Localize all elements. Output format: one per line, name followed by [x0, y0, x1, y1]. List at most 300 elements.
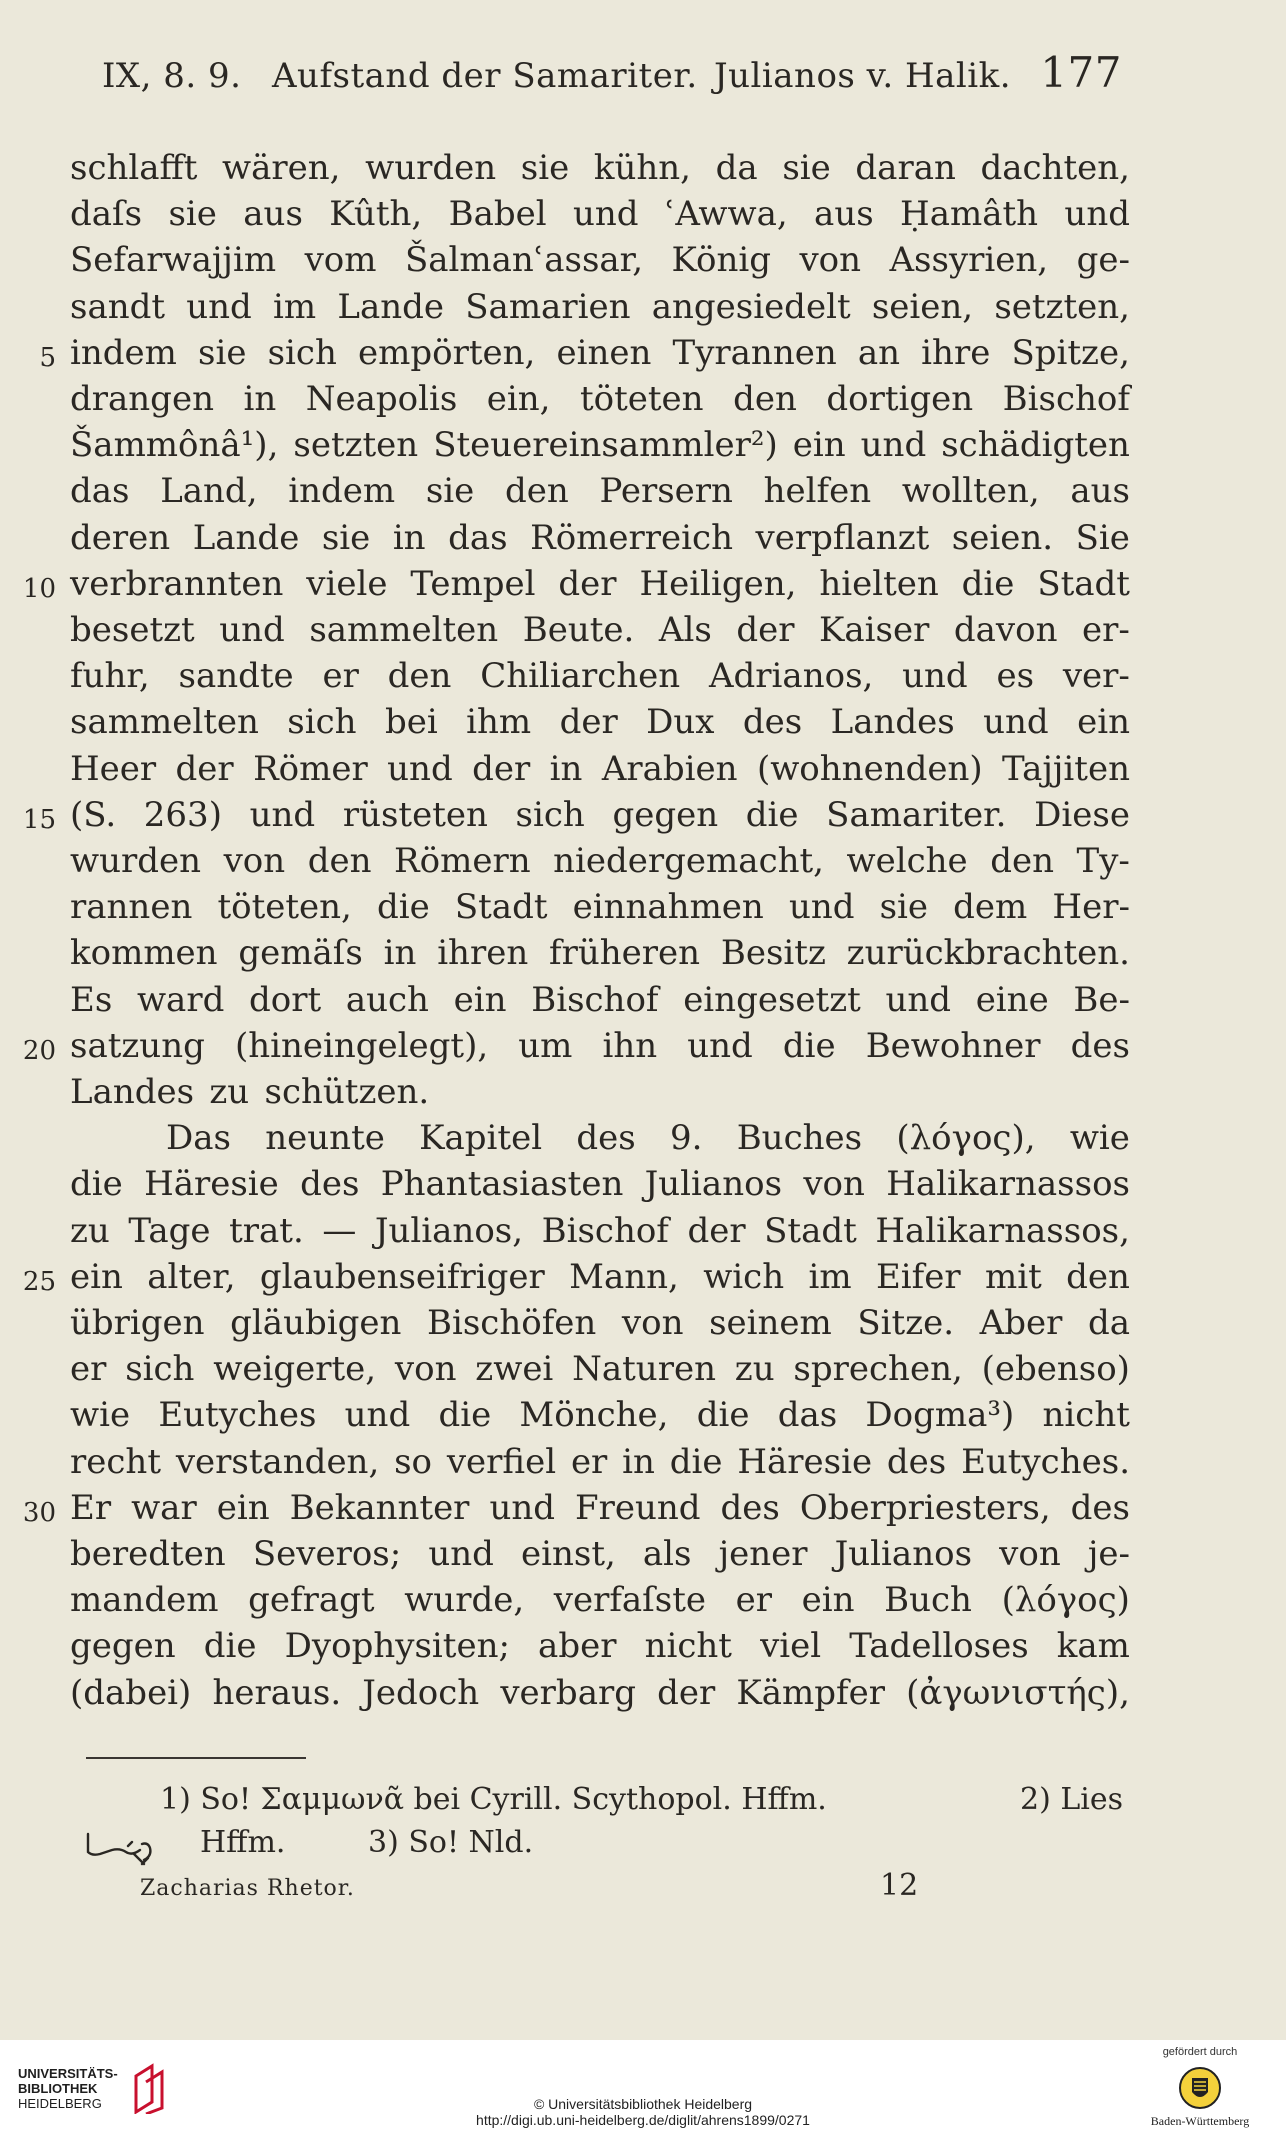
word: mit: [984, 1256, 1042, 1297]
word: auch: [345, 979, 429, 1020]
word: dort: [249, 979, 322, 1020]
word: setzten,: [994, 286, 1130, 327]
word: Diese: [1034, 794, 1130, 835]
word: neunte: [265, 1118, 385, 1159]
word: zu: [734, 1349, 775, 1390]
word: Bischof: [1002, 379, 1130, 419]
text-line: [0, 1393, 1286, 1439]
word: Römer: [253, 748, 368, 789]
word: Kaiser: [818, 610, 930, 650]
word: Chiliarchen: [480, 656, 681, 697]
word: wich: [703, 1256, 785, 1297]
word: Heer: [70, 748, 157, 789]
word: jener: [718, 1534, 808, 1574]
footer-bar: [0, 2040, 1286, 2134]
line-text: [70, 377, 1130, 421]
word: da: [1087, 1303, 1130, 1343]
word: angesiedelt: [651, 286, 851, 327]
word: deren: [70, 517, 171, 558]
word: (λόγος),: [896, 1118, 1036, 1159]
word: (λόγος): [1001, 1580, 1130, 1621]
word: Julianos: [834, 1534, 973, 1574]
funder-name: Baden-Württemberg: [1150, 2114, 1250, 2128]
word: Beute.: [522, 610, 635, 650]
word: und: [428, 1534, 494, 1574]
word: —: [322, 1210, 357, 1251]
word: Buch: [884, 1580, 972, 1621]
word: (S.: [70, 794, 117, 835]
word: in: [549, 748, 583, 789]
word: Halikarnassos,: [875, 1210, 1130, 1251]
word: gegen: [70, 1626, 176, 1667]
word: Spitze,: [1011, 332, 1130, 373]
text-line: [0, 1255, 1286, 1301]
word: die: [745, 794, 799, 835]
word: Šammônâ¹),: [70, 425, 279, 466]
word: Heiligen,: [639, 563, 797, 604]
word: vom: [304, 240, 377, 281]
word: Samarien: [465, 286, 631, 327]
word: den: [307, 841, 372, 881]
word: indem: [288, 471, 396, 512]
running-head: [102, 48, 1132, 98]
line-number: 20: [22, 1035, 56, 1066]
word: und: [572, 194, 639, 235]
line-text: [70, 1624, 1130, 1668]
line-text: [166, 1116, 1130, 1160]
word: trat.: [229, 1210, 304, 1251]
line-text: [70, 1301, 1130, 1345]
line-number: 30: [22, 1497, 56, 1528]
word: Eifer: [875, 1256, 961, 1297]
word: des: [576, 1118, 636, 1159]
word: des: [1070, 1025, 1130, 1066]
word: drangen: [70, 379, 214, 419]
word: im: [273, 286, 317, 327]
text-line: [0, 1347, 1286, 1393]
text-line: [0, 562, 1286, 608]
word: kommen: [70, 933, 218, 974]
word: Sie: [1075, 517, 1130, 558]
word: Bischöfen: [427, 1303, 597, 1343]
line-text: [70, 331, 1130, 375]
line-text: [70, 1347, 1130, 1391]
word: Severos;: [252, 1534, 402, 1574]
word: von: [621, 1303, 684, 1343]
word: gläubigen: [230, 1303, 402, 1343]
text-line: [0, 608, 1286, 654]
word: rannen: [70, 887, 193, 928]
line-text: [70, 423, 1130, 467]
word: Kûth,: [329, 194, 423, 235]
line-text: [70, 238, 1130, 282]
word: sandte: [178, 656, 294, 697]
word: aus: [814, 194, 874, 235]
line-text: [70, 839, 1130, 883]
word: ein,: [486, 379, 551, 419]
word: ver-: [1062, 656, 1130, 697]
line-text: [70, 1532, 1130, 1576]
line-text: [70, 1578, 1130, 1622]
text-line: [0, 839, 1286, 885]
coat-of-arms-icon: [1178, 2066, 1222, 2110]
word: sie: [425, 471, 475, 512]
line-text: [70, 285, 1130, 329]
word: verstanden,: [175, 1441, 380, 1482]
word: (wohnenden): [756, 748, 983, 789]
word: mandem: [70, 1580, 219, 1621]
word: Lande: [192, 517, 300, 558]
text-line: [0, 931, 1286, 977]
word: sandt: [70, 286, 166, 327]
word: Land,: [160, 471, 258, 512]
word: die: [696, 1395, 750, 1436]
text-line: [0, 1671, 1286, 1717]
word: Römerreich: [530, 517, 733, 558]
word: des: [886, 1441, 947, 1482]
word: (ebenso): [981, 1349, 1130, 1390]
word: fuhr,: [70, 656, 150, 697]
word: aber: [538, 1626, 617, 1667]
word: wie: [1069, 1118, 1130, 1159]
word: dortigen: [826, 379, 974, 419]
line-text: [70, 1671, 1130, 1715]
word: König: [671, 240, 771, 281]
word: davon: [953, 610, 1058, 650]
word: sie: [879, 887, 929, 928]
word: niedergemacht,: [553, 841, 824, 881]
word: Phantasiasten: [380, 1164, 624, 1205]
word: setzten: [293, 425, 419, 466]
word: Halikarnassos: [886, 1164, 1130, 1205]
word: von: [803, 1164, 865, 1205]
word: er-: [1082, 610, 1130, 650]
word: Bewohner: [865, 1025, 1041, 1066]
word: Dogma³): [865, 1395, 1015, 1436]
word: Dyophysiten;: [284, 1626, 510, 1667]
word: dem: [953, 887, 1028, 928]
word: und: [249, 794, 316, 835]
text-line: [0, 1440, 1286, 1486]
word: aus: [243, 194, 303, 235]
word: kühn,: [593, 148, 691, 188]
word: den: [504, 471, 569, 512]
text-line: [0, 1162, 1286, 1208]
word: und: [687, 1025, 753, 1066]
word: sich: [515, 794, 585, 835]
word: gemäſs: [238, 933, 363, 974]
word: gefragt: [248, 1580, 375, 1621]
word: Naturen: [572, 1349, 716, 1390]
word: der: [175, 748, 234, 789]
word: sich: [125, 1349, 195, 1390]
word: Šalmanʿassar,: [404, 240, 644, 281]
funder-label: gefördert durch: [1162, 2046, 1238, 2058]
line-number: 25: [22, 1266, 56, 1297]
line-text: [70, 1070, 1130, 1114]
word: von: [394, 1349, 457, 1390]
word: Landes: [70, 1072, 195, 1112]
word: ihren: [437, 933, 529, 974]
word: ein: [70, 1256, 123, 1297]
word: ein: [801, 1580, 855, 1621]
word: und: [219, 610, 285, 650]
text-line: [0, 1209, 1286, 1255]
line-text: [70, 700, 1130, 744]
word: zurückbrachten.: [846, 933, 1130, 974]
word: sammelten: [309, 610, 499, 650]
word: ein: [792, 425, 846, 466]
word: bei: [384, 702, 438, 743]
line-text: [70, 931, 1130, 975]
source-url-link[interactable]: http://digi.ub.uni-heidelberg.de/diglit/ahrens1899/0271: [476, 2112, 810, 2128]
word: sich: [287, 702, 357, 743]
library-name-line3: HEIDELBERG: [18, 2096, 102, 2111]
word: Besitz: [720, 933, 826, 974]
word: Aber: [979, 1303, 1063, 1343]
word: ward: [136, 979, 225, 1020]
word: Bekannter: [289, 1487, 470, 1528]
word: das: [448, 517, 508, 558]
word: Er: [70, 1487, 112, 1528]
word: Neapolis: [305, 379, 458, 419]
word: (ἀγωνιστής),: [906, 1672, 1130, 1713]
word: ihre: [921, 332, 991, 373]
word: des: [1070, 1487, 1130, 1528]
word: verbrannten: [70, 563, 284, 604]
arabic-script-glyph: [82, 1826, 172, 1866]
word: verfiel: [446, 1441, 557, 1482]
word: in: [622, 1441, 655, 1482]
text-line: [0, 1024, 1286, 1070]
word: viel: [760, 1626, 822, 1667]
word: ihm: [466, 702, 532, 743]
word: Her-: [1052, 887, 1130, 928]
word: Stadt: [764, 1210, 857, 1251]
line-text: [70, 469, 1130, 513]
word: ʿAwwa,: [664, 194, 788, 235]
text-line: [0, 1532, 1286, 1578]
text-line: [0, 747, 1286, 793]
text-line: [0, 516, 1286, 562]
word: ein: [453, 979, 507, 1020]
word: die: [203, 1626, 257, 1667]
line-text: [70, 562, 1130, 606]
word: von: [223, 841, 286, 881]
word: ein: [216, 1487, 270, 1528]
word: zu: [209, 1072, 250, 1112]
word: das: [70, 471, 130, 512]
word: glaubenseifriger: [259, 1256, 545, 1297]
word: in: [392, 517, 426, 558]
line-number: 5: [39, 342, 56, 373]
text-line: [0, 1301, 1286, 1347]
text-line: [0, 192, 1286, 238]
line-text: [70, 1024, 1130, 1068]
word: er: [735, 1580, 772, 1621]
signature-author: Zacharias Rhetor.: [140, 1876, 355, 1901]
word: Adrianos,: [708, 656, 874, 697]
word: war: [131, 1487, 197, 1528]
word: um: [518, 1025, 573, 1066]
word: als: [642, 1534, 692, 1574]
word: Mann,: [569, 1256, 679, 1297]
word: so: [394, 1441, 433, 1482]
text-line: [0, 700, 1286, 746]
text-line: [0, 654, 1286, 700]
word: viele: [306, 563, 388, 604]
word: den: [733, 379, 797, 419]
word: sie: [520, 148, 570, 188]
footnote-rule: [86, 1757, 306, 1759]
text-line: [0, 978, 1286, 1024]
word: ge-: [1076, 240, 1130, 281]
word: die: [669, 1441, 723, 1482]
word: einst,: [520, 1534, 616, 1574]
footnote-1: 1) So! Σαμμωνᾶ bei Cyrill. Scythopol. Hffm.: [160, 1782, 827, 1817]
running-head-right: Julianos v. Halik.: [714, 56, 1012, 96]
word: Landes: [830, 702, 955, 743]
word: an: [857, 332, 901, 373]
word: von: [799, 240, 862, 281]
copyright-notice: [0, 2096, 1286, 2128]
word: den: [1066, 1256, 1130, 1297]
word: er: [70, 1349, 107, 1390]
word: Bischof: [531, 979, 659, 1020]
running-head-section: IX, 8. 9.: [102, 56, 242, 96]
word: Steuereinsammler²): [433, 425, 778, 466]
word: (dabei): [70, 1672, 192, 1713]
word: Arabien: [601, 748, 738, 789]
word: Julianos,: [374, 1210, 524, 1251]
word: töteten: [579, 379, 704, 419]
word: Als: [658, 610, 712, 650]
word: seinem: [709, 1303, 832, 1343]
word: in: [243, 379, 277, 419]
text-line: [0, 885, 1286, 931]
text-line: [0, 285, 1286, 331]
word: von: [999, 1534, 1061, 1574]
word: schädigten: [941, 425, 1130, 466]
word: in: [383, 933, 417, 974]
text-line: [0, 1070, 1286, 1116]
line-text: [70, 1486, 1130, 1530]
footnote-2-end: Hffm.: [200, 1825, 286, 1860]
word: nicht: [1042, 1395, 1130, 1436]
word: Mönche,: [519, 1395, 669, 1436]
word: daran: [855, 148, 956, 188]
text-line: [0, 1624, 1286, 1670]
word: des: [720, 1487, 780, 1528]
line-text: [70, 793, 1130, 837]
word: verbarg: [500, 1672, 636, 1713]
word: Jedoch: [362, 1672, 480, 1713]
word: und: [788, 887, 855, 928]
word: und: [902, 656, 968, 697]
word: helfen: [763, 471, 872, 512]
word: wären,: [222, 148, 341, 188]
text-line: [0, 793, 1286, 839]
line-text: [70, 1255, 1130, 1299]
word: töteten,: [217, 887, 352, 928]
word: das: [777, 1395, 838, 1436]
copyright-text: © Universitätsbibliothek Heidelberg: [533, 2096, 753, 2112]
word: ein: [1077, 702, 1130, 743]
word: sammelten: [70, 702, 259, 743]
word: Be-: [1073, 979, 1130, 1020]
word: nicht: [644, 1626, 732, 1667]
line-number: 10: [22, 573, 56, 604]
text-line: [0, 1578, 1286, 1624]
line-text: [70, 516, 1130, 560]
word: Assyrien,: [889, 240, 1049, 281]
word: Babel: [448, 194, 547, 235]
word: weigerte,: [213, 1349, 377, 1390]
word: je-: [1087, 1534, 1130, 1574]
word: Buches: [736, 1118, 863, 1159]
word: Kämpfer: [736, 1672, 886, 1713]
word: die: [376, 887, 430, 928]
word: satzung: [70, 1025, 205, 1066]
word: gegen: [612, 794, 719, 835]
word: schlafft: [70, 148, 198, 188]
word: sprechen,: [793, 1349, 963, 1390]
word: einen: [556, 332, 652, 373]
word: zwei: [475, 1349, 554, 1390]
word: wollten,: [901, 471, 1040, 512]
word: verpflanzt: [755, 517, 930, 558]
word: der: [736, 610, 795, 650]
word: Ty-: [1076, 841, 1130, 881]
text-line: [0, 331, 1286, 377]
line-number: 15: [22, 804, 56, 835]
library-name-line1: UNIVERSITÄTS-: [18, 2066, 118, 2081]
word: Lande: [337, 286, 445, 327]
word: den: [387, 656, 452, 697]
text-line: [0, 377, 1286, 423]
word: und: [983, 702, 1049, 743]
word: des: [742, 702, 803, 743]
word: die: [961, 563, 1015, 604]
line-text: [70, 1162, 1130, 1206]
word: schützen.: [264, 1072, 430, 1112]
line-text: [70, 654, 1130, 698]
line-text: [70, 1440, 1130, 1484]
word: früheren: [549, 933, 701, 974]
word: wurde,: [404, 1580, 525, 1621]
word: besetzt: [70, 610, 195, 650]
word: Samariter.: [826, 794, 1007, 835]
word: zu: [70, 1210, 110, 1251]
word: Freund: [575, 1487, 701, 1528]
word: seien,: [871, 286, 974, 327]
word: wurden: [365, 148, 497, 188]
line-text: [70, 608, 1130, 652]
word: Häresie: [737, 1441, 873, 1482]
word: kam: [1056, 1626, 1130, 1667]
word: Eutyches.: [961, 1441, 1130, 1482]
word: Julianos: [644, 1164, 783, 1205]
word: sie: [168, 194, 217, 235]
word: im: [808, 1256, 852, 1297]
word: (hineingelegt),: [234, 1025, 489, 1066]
word: der: [687, 1210, 746, 1251]
word: es: [996, 656, 1035, 697]
word: welche: [846, 841, 968, 881]
word: Sefarwajjim: [70, 240, 277, 281]
word: Stadt: [454, 887, 548, 928]
word: den: [990, 841, 1055, 881]
